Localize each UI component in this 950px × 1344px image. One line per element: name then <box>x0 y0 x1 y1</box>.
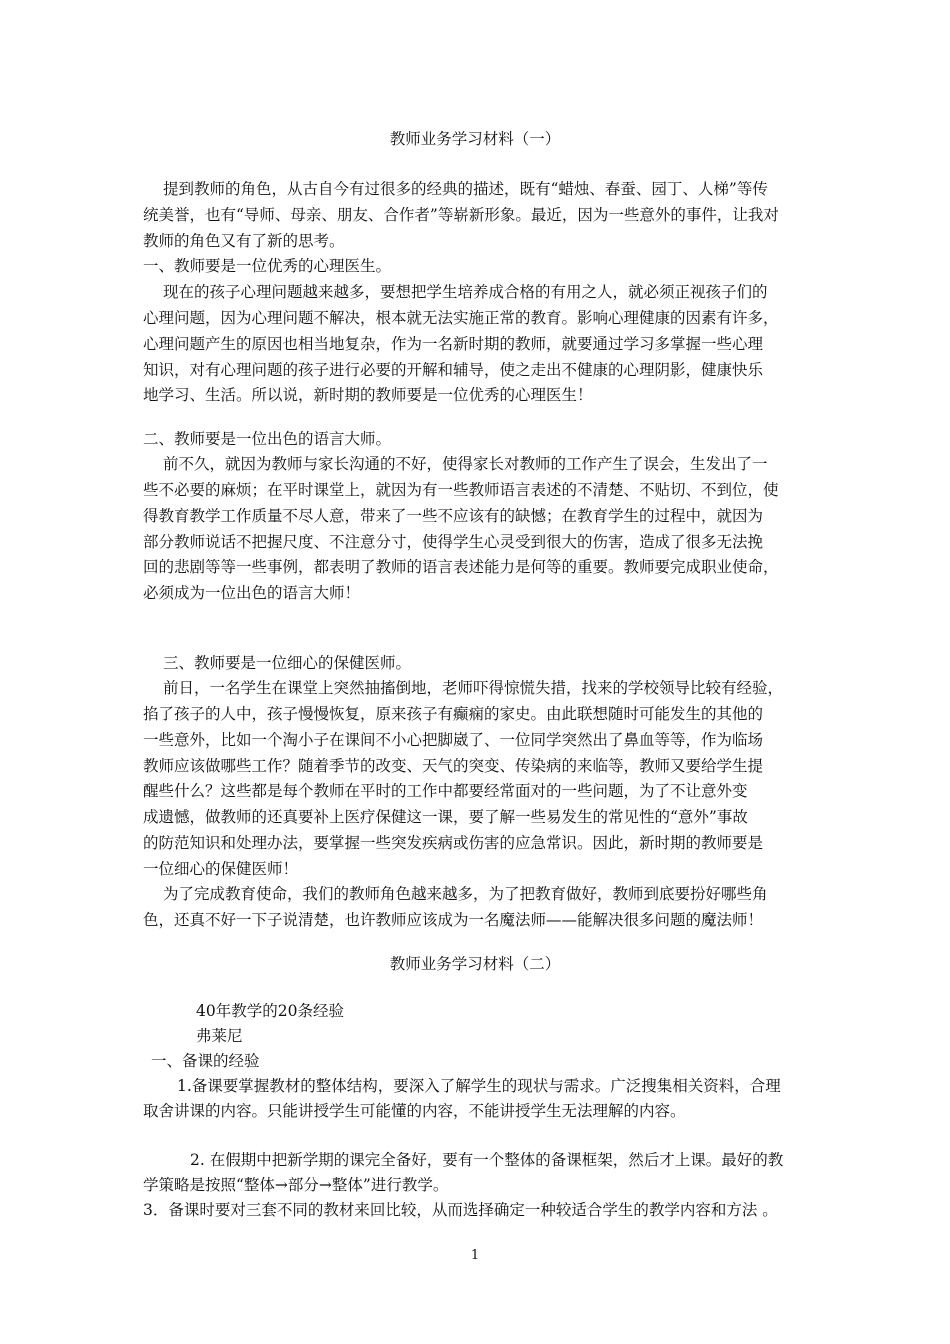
para-3-line-4: 教师应该做哪些工作？随着季节的改变、天气的突变、传染病的来临等，教师又要给学生提 <box>143 757 764 775</box>
heading-2: 二、教师要是一位出色的语言大师。 <box>143 430 392 448</box>
intro-line-1: 提到教师的角色，从古自今有过很多的经典的描述，既有“蜡烛、春蚕、园丁、人梯”等传 <box>163 180 768 198</box>
para-2-line-1: 前不久，就因为教师与家长沟通的不好，使得家长对教师的工作产生了误会，生发出了一 <box>163 455 768 473</box>
article-author: 弗莱尼 <box>196 1027 243 1045</box>
para-1-line-5: 地学习、生活。所以说，新时期的教师要是一位优秀的心理医生！ <box>143 386 593 404</box>
para-1-line-3: 心理问题产生的原因也相当地复杂，作为一名新时期的教师，就要通过学习多掌握一些心理 <box>143 335 764 353</box>
para-3-line-5: 醒些什么？这些都是每个教师在平时的工作中都要经常面对的一些问题，为了不让意外变 <box>143 782 748 800</box>
para-2-line-2: 些不必要的麻烦；在平时课堂上，就因为有一些教师语言表述的不清楚、不贴切、不到位，使 <box>143 481 779 499</box>
para-1-line-4: 知识，对有心理问题的孩子进行必要的开解和辅导，使之走出不健康的心理阴影，健康快乐 <box>143 361 764 379</box>
para-4-line-1: 为了完成教育使命，我们的教师角色越来越多，为了把教育做好，教师到底要扮好哪些角 <box>163 885 768 903</box>
heading-lesson-prep: 一、备课的经验 <box>151 1052 260 1070</box>
para-2-line-6: 必须成为一位出色的语言大师！ <box>143 584 361 602</box>
article-subtitle: 40年教学的20条经验 <box>196 1002 344 1020</box>
intro-line-2: 统美誉，也有“导师、母亲、朋友、合作者”等崭新形象。最近，因为一些意外的事件，让我对 <box>143 206 779 224</box>
item-2-line-1: 2. 在假期中把新学期的课完全备好，要有一个整体的备课框架，然后才上课。最好的教 <box>190 1151 784 1169</box>
para-3-line-1: 前日，一名学生在课堂上突然抽搐倒地，老师吓得惊慌失措，找来的学校领导比较有经验， <box>163 679 784 697</box>
para-3-line-8: 一位细心的保健医师！ <box>143 860 299 878</box>
heading-1: 一、教师要是一位优秀的心理医生。 <box>143 257 392 275</box>
section-2-title: 教师业务学习材料（二） <box>389 955 561 973</box>
intro-line-3: 教师的角色又有了新的思考。 <box>143 232 345 250</box>
para-1-line-1: 现在的孩子心理问题越来越多，要想把学生培养成合格的有用之人，就必须正视孩子们的 <box>163 283 768 301</box>
para-2-line-5: 回的悲剧等等一些事例，都表明了教师的语言表述能力是何等的重要。教师要完成职业使命， <box>143 558 779 576</box>
item-1-line-2: 取舍讲课的内容。只能讲授学生可能懂的内容，不能讲授学生无法理解的内容。 <box>143 1102 686 1120</box>
para-1-line-2: 心理问题，因为心理问题不解决，根本就无法实施正常的教育。影响心理健康的因素有许多， <box>143 309 779 327</box>
heading-3: 三、教师要是一位细心的保健医师。 <box>163 654 412 672</box>
para-3-line-2: 掐了孩子的人中，孩子慢慢恢复，原来孩子有癫痫的家史。由此联想随时可能发生的其他的 <box>143 705 764 723</box>
page-number: 1 <box>470 1248 480 1263</box>
para-3-line-3: 一些意外，比如一个淘小子在课间不小心把脚崴了、一位同学突然出了鼻血等等，作为临场 <box>143 731 764 749</box>
para-3-line-6: 成遗憾，做教师的还真要补上医疗保健这一课，要了解一些易发生的常见性的“意外”事故 <box>143 808 748 826</box>
para-2-line-4: 部分教师说话不把握尺度、不注意分寸，使得学生心灵受到很大的伤害，造成了很多无法挽 <box>143 533 764 551</box>
para-4-line-2: 色，还真不好一下子说清楚，也许教师应该成为一名魔法师——能解决很多问题的魔法师！ <box>143 911 764 929</box>
item-3-line-1: 3．备课时要对三套不同的教材来回比较，从而选择确定一种较适合学生的教学内容和方法 。 <box>143 1201 778 1219</box>
item-2-line-2: 学策略是按照“整体→部分→整体”进行教学。 <box>143 1176 449 1194</box>
para-3-line-7: 的防范知识和处理办法，要掌握一些突发疾病或伤害的应急常识。因此，新时期的教师要是 <box>143 834 764 852</box>
para-2-line-3: 得教育教学工作质量不尽人意，带来了一些不应该有的缺憾；在教育学生的过程中，就因为 <box>143 507 764 525</box>
section-1-title: 教师业务学习材料（一） <box>389 130 561 148</box>
item-1-line-1: 1.备课要掌握教材的整体结构，要深入了解学生的现状与需求。广泛搜集相关资料，合理 <box>177 1077 781 1095</box>
